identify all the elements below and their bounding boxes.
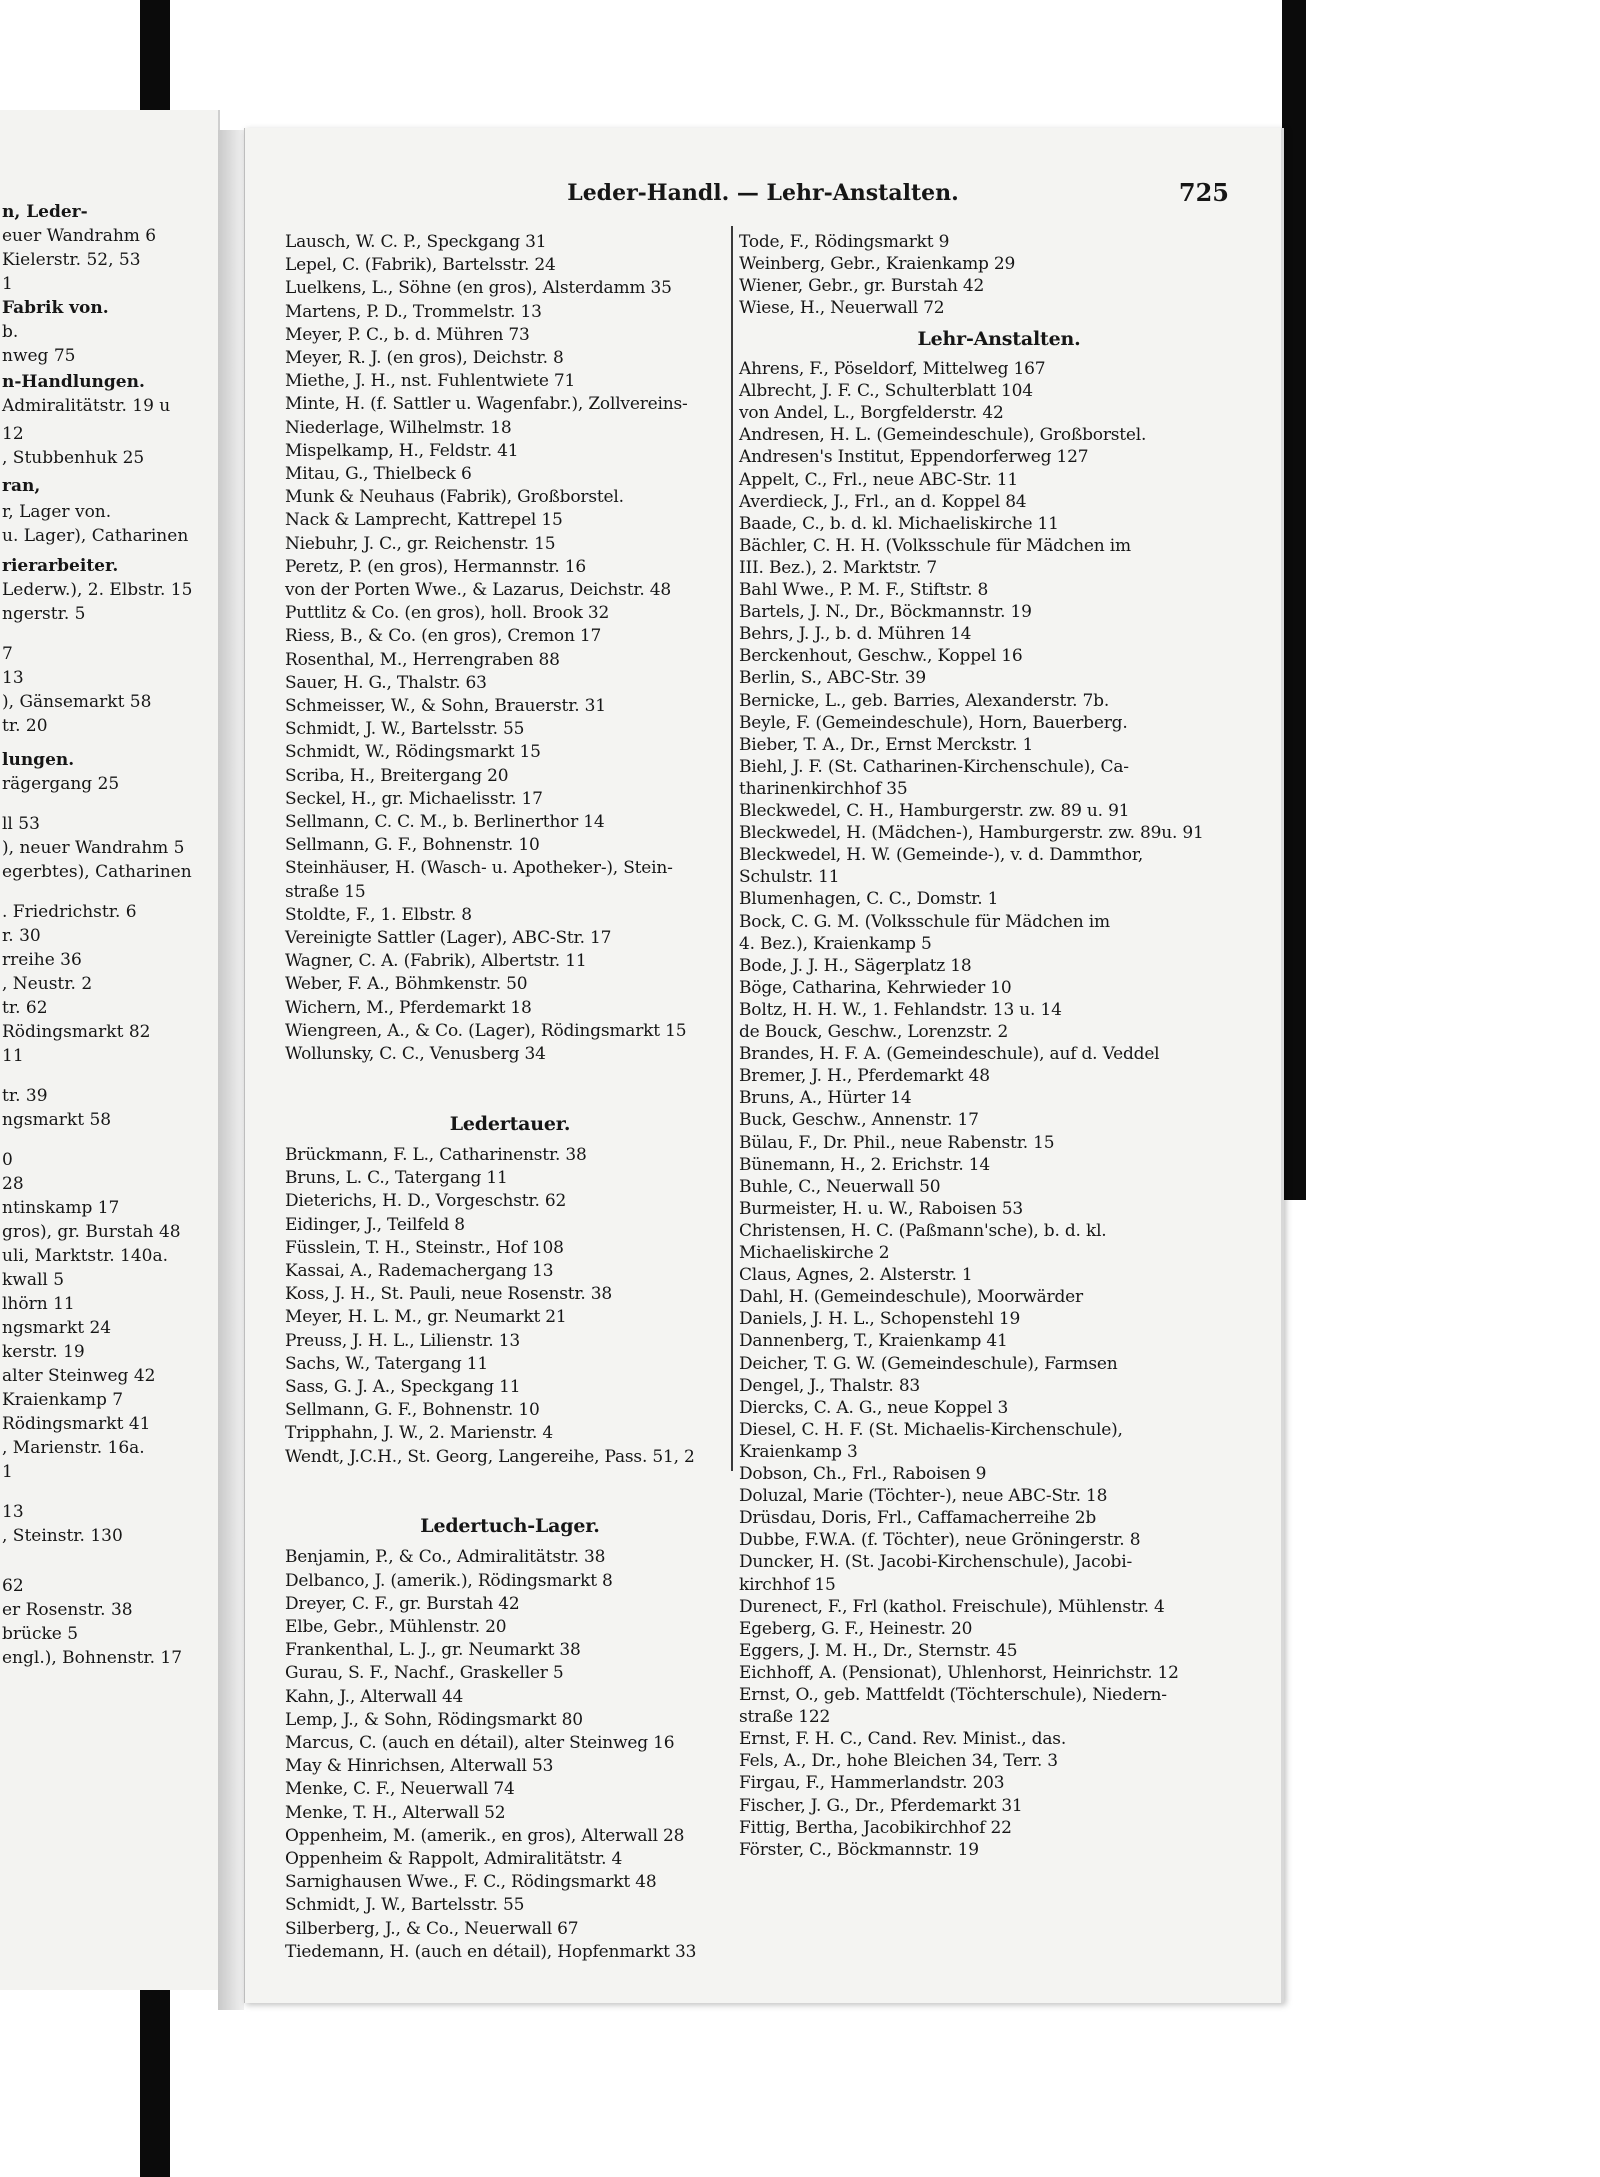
directory-entry: Gurau, S. F., Nachf., Graskeller 5 [285, 1663, 564, 1684]
left-page-text: ran, [2, 476, 41, 496]
left-page-text: 1 [2, 274, 13, 294]
running-header: Leder-Handl. — Lehr-Anstalten. [567, 180, 959, 206]
directory-entry: Sauer, H. G., Thalstr. 63 [285, 672, 487, 693]
directory-entry: Daniels, J. H. L., Schopenstehl 19 [739, 1309, 1021, 1330]
directory-entry: Dreyer, C. F., gr. Burstah 42 [285, 1593, 520, 1614]
directory-entry: Scriba, H., Breitergang 20 [285, 765, 509, 786]
left-page-text: ntinskamp 17 [2, 1198, 120, 1218]
directory-entry: Bünemann, H., 2. Erichstr. 14 [739, 1154, 990, 1175]
left-page-text: engl.), Bohnenstr. 17 [2, 1648, 183, 1668]
left-page-text: 13 [2, 668, 24, 688]
directory-entry: Benjamin, P., & Co., Admiralitätstr. 38 [285, 1547, 606, 1568]
directory-entry: Meyer, P. C., b. d. Mühren 73 [285, 324, 530, 345]
directory-entry: May & Hinrichsen, Alterwall 53 [285, 1756, 554, 1777]
directory-entry: Mispelkamp, H., Feldstr. 41 [285, 440, 519, 461]
directory-entry: straße 122 [739, 1707, 831, 1728]
directory-entry: Riess, B., & Co. (en gros), Cremon 17 [285, 626, 602, 647]
left-page-text: brücke 5 [2, 1624, 79, 1644]
directory-entry: Baade, C., b. d. kl. Michaeliskirche 11 [739, 513, 1059, 534]
left-page-text: Rödingsmarkt 41 [2, 1414, 151, 1434]
directory-entry: Bleckwedel, C. H., Hamburgerstr. zw. 89 u. 91 [739, 801, 1130, 822]
left-page-text: n, Leder- [2, 202, 88, 222]
directory-entry: straße 15 [285, 881, 366, 902]
left-page-text: Lederw.), 2. Elbstr. 15 [2, 580, 193, 600]
left-page-text: u. Lager), Catharinen [2, 526, 189, 546]
left-page-text: 1 [2, 1462, 13, 1482]
left-page-text: r. 30 [2, 926, 41, 946]
directory-entry: Ahrens, F., Pöseldorf, Mittelweg 167 [739, 359, 1046, 380]
directory-entry: Martens, P. D., Trommelstr. 13 [285, 301, 542, 322]
directory-entry: Dubbe, F.W.A. (f. Töchter), neue Gröningerstr. 8 [739, 1530, 1141, 1551]
left-page-text: nweg 75 [2, 346, 76, 366]
left-page-text: . Friedrichstr. 6 [2, 902, 137, 922]
left-page-fragment [0, 110, 220, 1990]
left-page-text: 12 [2, 424, 24, 444]
directory-entry: Doluzal, Marie (Töchter-), neue ABC-Str. 18 [739, 1486, 1108, 1507]
binding-strip-right [1282, 0, 1306, 1200]
left-page-text: ll 53 [2, 814, 40, 834]
directory-entry: Miethe, J. H., nst. Fuhlentwiete 71 [285, 371, 576, 392]
directory-entry: Michaeliskirche 2 [739, 1243, 890, 1264]
directory-entry: Brückmann, F. L., Catharinenstr. 38 [285, 1144, 587, 1165]
section-heading: Ledertuch-Lager. [420, 1515, 600, 1538]
directory-entry: Elbe, Gebr., Mühlenstr. 20 [285, 1617, 507, 1638]
directory-entry: Silberberg, J., & Co., Neuerwall 67 [285, 1918, 579, 1939]
directory-entry: Schmeisser, W., & Sohn, Brauerstr. 31 [285, 696, 606, 716]
left-page-text: tr. 20 [2, 716, 48, 736]
directory-entry: Lepel, C. (Fabrik), Bartelsstr. 24 [285, 255, 556, 276]
directory-entry: Schmidt, J. W., Bartelsstr. 55 [285, 1895, 525, 1916]
left-page-text: tr. 62 [2, 998, 48, 1018]
directory-entry: de Bouck, Geschw., Lorenzstr. 2 [739, 1022, 1009, 1043]
directory-entry: Meyer, H. L. M., gr. Neumarkt 21 [285, 1307, 567, 1328]
directory-entry: Bruns, L. C., Tatergang 11 [285, 1168, 508, 1189]
directory-entry: 4. Bez.), Kraienkamp 5 [739, 933, 932, 954]
directory-entry: Bleckwedel, H. (Mädchen-), Hamburgerstr. zw. 89u. 91 [739, 823, 1204, 844]
directory-entry: Niederlage, Wilhelmstr. 18 [285, 417, 512, 438]
directory-entry: Beyle, F. (Gemeindeschule), Horn, Bauerberg. [739, 712, 1128, 733]
directory-entry: Deicher, T. G. W. (Gemeindeschule), Farmsen [739, 1353, 1118, 1374]
directory-entry: Andresen's Institut, Eppendorferweg 127 [739, 447, 1089, 468]
directory-entry: Luelkens, L., Söhne (en gros), Alsterdamm 35 [285, 278, 672, 299]
directory-entry: Dahl, H. (Gemeindeschule), Moorwärder [739, 1287, 1083, 1308]
directory-entry: Drüsdau, Doris, Frl., Caffamacherreihe 2b [739, 1508, 1097, 1529]
directory-entry: Sachs, W., Tatergang 11 [285, 1353, 488, 1374]
directory-entry: Sass, G. J. A., Speckgang 11 [285, 1376, 521, 1397]
directory-entry: Wiener, Gebr., gr. Burstah 42 [739, 276, 985, 297]
directory-entry: Bode, J. J. H., Sägerplatz 18 [739, 955, 972, 976]
directory-entry: Delbanco, J. (amerik.), Rödingsmarkt 8 [285, 1570, 613, 1591]
directory-entry: Seckel, H., gr. Michaelisstr. 17 [285, 788, 543, 809]
directory-entry: Puttlitz & Co. (en gros), holl. Brook 32 [285, 603, 610, 624]
directory-entry: Dobson, Ch., Frl., Raboisen 9 [739, 1464, 987, 1485]
directory-entry: Frankenthal, L. J., gr. Neumarkt 38 [285, 1640, 581, 1661]
directory-entry: Minte, H. (f. Sattler u. Wagenfabr.), Zollvereins- [285, 394, 688, 415]
directory-entry: Wagner, C. A. (Fabrik), Albertstr. 11 [285, 951, 587, 972]
directory-entry: Bartels, J. N., Dr., Böckmannstr. 19 [739, 602, 1032, 623]
directory-entry: Bülau, F., Dr. Phil., neue Rabenstr. 15 [739, 1132, 1055, 1153]
directory-page [244, 128, 1284, 2003]
left-page-text: euer Wandrahm 6 [2, 226, 157, 246]
directory-entry: Appelt, C., Frl., neue ABC-Str. 11 [739, 469, 1018, 490]
left-page-text: , Stubbenhuk 25 [2, 448, 145, 468]
left-page-text: rägergang 25 [2, 774, 120, 794]
directory-entry: Oppenheim, M. (amerik., en gros), Alterwall 28 [285, 1825, 685, 1846]
directory-entry: Behrs, J. J., b. d. Mühren 14 [739, 624, 972, 645]
directory-entry: Böge, Catharina, Kehrwieder 10 [739, 977, 1012, 998]
directory-entry: Claus, Agnes, 2. Alsterstr. 1 [739, 1265, 973, 1286]
directory-entry: Eidinger, J., Teilfeld 8 [285, 1214, 465, 1235]
directory-entry: von der Porten Wwe., & Lazarus, Deichstr. 48 [285, 580, 672, 600]
page-number: 725 [1178, 178, 1229, 207]
directory-entry: Egeberg, G. F., Heinestr. 20 [739, 1618, 973, 1639]
directory-entry: Marcus, C. (auch en détail), alter Steinweg 16 [285, 1733, 675, 1754]
directory-entry: Niebuhr, J. C., gr. Reichenstr. 15 [285, 533, 556, 554]
directory-entry: Sarnighausen Wwe., F. C., Rödingsmarkt 48 [285, 1872, 657, 1893]
directory-entry: Eichhoff, A. (Pensionat), Uhlenhorst, Heinrichstr. 12 [739, 1662, 1179, 1683]
left-page-text: ngsmarkt 24 [2, 1318, 112, 1338]
directory-entry: Kassai, A., Rademachergang 13 [285, 1260, 554, 1281]
left-page-text: b. [2, 322, 19, 342]
left-page-text: 0 [2, 1150, 13, 1170]
directory-entry: Wiengreen, A., & Co. (Lager), Rödingsmarkt 15 [285, 1020, 687, 1041]
directory-entry: Nack & Lamprecht, Kattrepel 15 [285, 510, 563, 531]
left-page-text: , Steinstr. 130 [2, 1526, 123, 1546]
directory-entry: Kahn, J., Alterwall 44 [285, 1686, 464, 1707]
left-page-text: 11 [2, 1046, 24, 1066]
directory-entry: Burmeister, H. u. W., Raboisen 53 [739, 1198, 1024, 1219]
directory-entry: Tiedemann, H. (auch en détail), Hopfenmarkt 33 [285, 1941, 697, 1962]
left-page-text: lungen. [2, 750, 75, 770]
column-divider [731, 226, 733, 1471]
directory-entry: Biehl, J. F. (St. Catharinen-Kirchenschule), Ca- [739, 756, 1129, 777]
directory-entry: Dieterichs, H. D., Vorgeschstr. 62 [285, 1191, 567, 1212]
directory-entry: Weinberg, Gebr., Kraienkamp 29 [739, 254, 1016, 275]
directory-entry: tharinenkirchhof 35 [739, 778, 908, 799]
directory-entry: Weber, F. A., Böhmkenstr. 50 [285, 974, 528, 995]
directory-entry: Koss, J. H., St. Pauli, neue Rosenstr. 38 [285, 1284, 613, 1305]
left-page-text: , Neustr. 2 [2, 974, 93, 994]
section-heading: Lehr-Anstalten. [917, 328, 1081, 351]
directory-entry: Fischer, J. G., Dr., Pferdemarkt 31 [739, 1795, 1023, 1816]
directory-entry: Peretz, P. (en gros), Hermannstr. 16 [285, 556, 586, 577]
directory-entry: Kraienkamp 3 [739, 1441, 858, 1462]
directory-entry: Brandes, H. F. A. (Gemeindeschule), auf d. Veddel [739, 1044, 1160, 1065]
directory-entry: Berckenhout, Geschw., Koppel 16 [739, 646, 1023, 667]
directory-entry: Bock, C. G. M. (Volksschule für Mädchen im [739, 911, 1110, 932]
directory-entry: Bremer, J. H., Pferdemarkt 48 [739, 1066, 990, 1087]
directory-entry: Lemp, J., & Sohn, Rödingsmarkt 80 [285, 1709, 583, 1730]
directory-entry: Buck, Geschw., Annenstr. 17 [739, 1110, 979, 1131]
left-page-text: rreihe 36 [2, 950, 82, 970]
directory-entry: Diercks, C. A. G., neue Koppel 3 [739, 1397, 1009, 1418]
directory-entry: Tripphahn, J. W., 2. Marienstr. 4 [285, 1423, 554, 1444]
left-page-text: ), neuer Wandrahm 5 [2, 838, 185, 858]
directory-entry: Steinhäuser, H. (Wasch- u. Apotheker-), Stein- [285, 858, 673, 879]
directory-entry: Wendt, J.C.H., St. Georg, Langereihe, Pass. 51, 2 [285, 1446, 695, 1467]
directory-entry: Firgau, F., Hammerlandstr. 203 [739, 1773, 1005, 1794]
left-page-text: 7 [2, 644, 13, 664]
directory-entry: Preuss, J. H. L., Lilienstr. 13 [285, 1330, 520, 1351]
directory-entry: kirchhof 15 [739, 1574, 836, 1595]
left-page-text: ngerstr. 5 [2, 604, 86, 624]
directory-entry: Bächler, C. H. H. (Volksschule für Mädchen im [739, 535, 1131, 556]
directory-entry: Fels, A., Dr., hohe Bleichen 34, Terr. 3 [739, 1751, 1058, 1772]
directory-entry: Munk & Neuhaus (Fabrik), Großborstel. [285, 487, 624, 508]
directory-entry: Menke, T. H., Alterwall 52 [285, 1802, 506, 1823]
directory-entry: Vereinigte Sattler (Lager), ABC-Str. 17 [285, 928, 612, 948]
directory-entry: Andresen, H. L. (Gemeindeschule), Großborstel. [739, 425, 1147, 446]
directory-entry: Bahl Wwe., P. M. F., Stiftstr. 8 [739, 580, 989, 601]
directory-entry: Bieber, T. A., Dr., Ernst Merckstr. 1 [739, 734, 1034, 755]
directory-entry: Stoldte, F., 1. Elbstr. 8 [285, 904, 472, 925]
directory-entry: Wiese, H., Neuerwall 72 [739, 298, 945, 319]
left-page-text: 13 [2, 1502, 24, 1522]
left-page-text: tr. 39 [2, 1086, 48, 1106]
left-page-text: Kraienkamp 7 [2, 1390, 124, 1410]
left-page-text: Kielerstr. 52, 53 [2, 250, 141, 270]
left-page-text: er Rosenstr. 38 [2, 1600, 133, 1620]
directory-entry: Sellmann, C. C. M., b. Berlinerthor 14 [285, 812, 605, 832]
directory-entry: Schmidt, W., Rödingsmarkt 15 [285, 742, 541, 763]
left-page-text: ngsmarkt 58 [2, 1110, 112, 1130]
directory-entry: Eggers, J. M. H., Dr., Sternstr. 45 [739, 1640, 1018, 1661]
left-page-text: 62 [2, 1576, 24, 1596]
directory-entry: Ernst, O., geb. Mattfeldt (Töchterschule), Niedern- [739, 1685, 1167, 1706]
directory-entry: Menke, C. F., Neuerwall 74 [285, 1779, 515, 1800]
left-page-text: ), Gänsemarkt 58 [2, 692, 152, 712]
left-page-text: Rödingsmarkt 82 [2, 1022, 151, 1042]
directory-entry: Wichern, M., Pferdemarkt 18 [285, 997, 532, 1018]
directory-entry: Füsslein, T. H., Steinstr., Hof 108 [285, 1237, 564, 1258]
directory-entry: Mitau, G., Thielbeck 6 [285, 464, 472, 484]
directory-entry: Diesel, C. H. F. (St. Michaelis-Kirchenschule), [739, 1419, 1123, 1440]
directory-entry: Buhle, C., Neuerwall 50 [739, 1176, 941, 1197]
left-page-text: n-Handlungen. [2, 372, 145, 392]
directory-entry: Meyer, R. J. (en gros), Deichstr. 8 [285, 348, 564, 368]
directory-entry: Boltz, H. H. W., 1. Fehlandstr. 13 u. 14 [739, 999, 1062, 1020]
directory-entry: Bruns, A., Hürter 14 [739, 1088, 912, 1109]
directory-entry: Sellmann, G. F., Bohnenstr. 10 [285, 1400, 540, 1421]
left-page-text: gros), gr. Burstah 48 [2, 1222, 181, 1242]
left-page-text: Admiralitätstr. 19 u [2, 396, 171, 416]
directory-entry: Durenect, F., Frl (kathol. Freischule), Mühlenstr. 4 [739, 1596, 1165, 1617]
left-page-text: egerbtes), Catharinen [2, 862, 192, 882]
directory-entry: Duncker, H. (St. Jacobi-Kirchenschule), Jacobi- [739, 1552, 1132, 1573]
directory-entry: Schmidt, J. W., Bartelsstr. 55 [285, 719, 525, 740]
directory-entry: Blumenhagen, C. C., Domstr. 1 [739, 889, 999, 910]
directory-entry: Schulstr. 11 [739, 867, 840, 888]
directory-entry: Bleckwedel, H. W. (Gemeinde-), v. d. Dammthor, [739, 845, 1144, 866]
directory-entry: Berlin, S., ABC-Str. 39 [739, 668, 926, 689]
directory-entry: Albrecht, J. F. C., Schulterblatt 104 [739, 381, 1033, 402]
section-heading: Ledertauer. [449, 1112, 571, 1135]
directory-entry: Sellmann, G. F., Bohnenstr. 10 [285, 835, 540, 856]
directory-entry: Dannenberg, T., Kraienkamp 41 [739, 1331, 1008, 1352]
directory-entry: Dengel, J., Thalstr. 83 [739, 1375, 921, 1396]
directory-entry: Christensen, H. C. (Paßmann'sche), b. d. kl. [739, 1220, 1107, 1241]
left-page-text: Fabrik von. [2, 298, 109, 318]
directory-entry: Tode, F., Rödingsmarkt 9 [739, 232, 950, 252]
directory-entry: Förster, C., Böckmannstr. 19 [739, 1839, 979, 1860]
left-page-text: kwall 5 [2, 1270, 65, 1290]
directory-entry: Lausch, W. C. P., Speckgang 31 [285, 232, 547, 252]
directory-entry: Rosenthal, M., Herrengraben 88 [285, 649, 560, 670]
directory-entry: III. Bez.), 2. Marktstr. 7 [739, 557, 937, 578]
left-page-text: uli, Marktstr. 140a. [2, 1246, 169, 1266]
left-page-text: alter Steinweg 42 [2, 1366, 156, 1386]
left-page-text: , Marienstr. 16a. [2, 1438, 145, 1458]
directory-entry: Ernst, F. H. C., Cand. Rev. Minist., das. [739, 1729, 1067, 1750]
directory-entry: Oppenheim & Rappolt, Admiralitätstr. 4 [285, 1849, 623, 1870]
directory-entry: Averdieck, J., Frl., an d. Koppel 84 [739, 491, 1027, 512]
directory-entry: von Andel, L., Borgfelderstr. 42 [739, 403, 1004, 424]
directory-entry: Fittig, Bertha, Jacobikirchhof 22 [739, 1817, 1012, 1838]
left-page-text: r, Lager von. [2, 502, 112, 522]
directory-entry: Wollunsky, C. C., Venusberg 34 [285, 1044, 546, 1064]
left-page-text: lhörn 11 [2, 1294, 75, 1314]
book-gutter [218, 130, 244, 2010]
left-page-text: 28 [2, 1174, 24, 1194]
directory-entry: Bernicke, L., geb. Barries, Alexanderstr. 7b. [739, 690, 1110, 711]
left-page-text: kerstr. 19 [2, 1342, 85, 1362]
left-page-text: rierarbeiter. [2, 556, 119, 576]
